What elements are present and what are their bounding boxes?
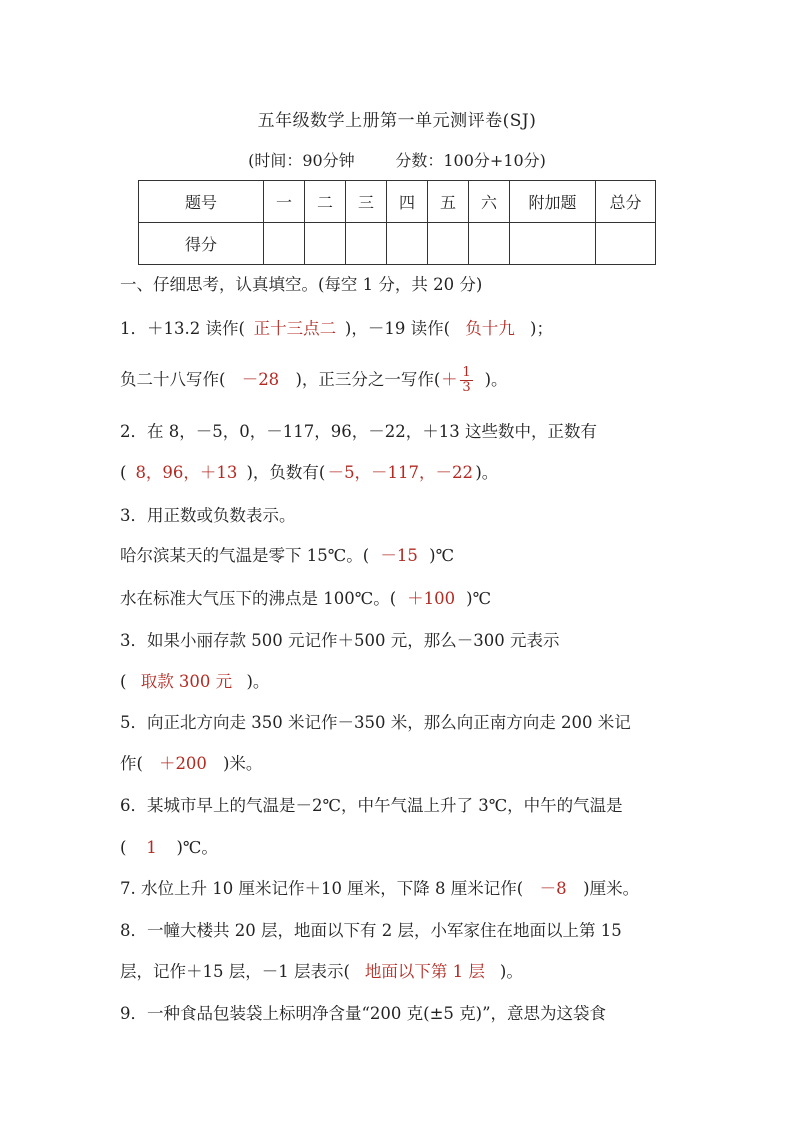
question-2-line-1: 2．在 8，－5，0，－117，96，－22，＋13 这些数中，正数有	[120, 422, 597, 441]
score-cell[interactable]	[469, 223, 510, 265]
answer-8: 地面以下第 1 层	[364, 962, 485, 981]
question-2-line-2: ( 8，96，＋13 )，负数有( －5，－117，－22 )。	[120, 463, 499, 482]
answer-2b: －5，－117，－22	[327, 463, 474, 482]
question-4-line-2: ( 取款 300 元 )。	[120, 672, 270, 691]
question-3-line-2: 水在标准大气压下的沸点是 100℃。( ＋100 )℃	[120, 589, 492, 608]
score-table-header: 二	[305, 181, 346, 223]
score-cell[interactable]	[428, 223, 469, 265]
score-table-header: 六	[469, 181, 510, 223]
answer-7: －8	[539, 879, 567, 898]
answer-1d-sign: ＋	[441, 370, 458, 389]
score-cell[interactable]	[305, 223, 346, 265]
answer-2a: 8，96，＋13	[135, 463, 238, 482]
score-table-header: 附加题	[510, 181, 596, 223]
question-8-line-2: 层，记作＋15 层，－1 层表示( 地面以下第 1 层 )。	[120, 962, 523, 981]
score-table-header: 总分	[596, 181, 656, 223]
question-5-line-2: 作( ＋200 )米。	[120, 754, 263, 773]
question-1-line-1: 1．＋13.2 读作( 正十三点二 )，－19 读作( 负十九 )；	[120, 319, 553, 338]
score-table-score-row	[139, 223, 656, 265]
section-heading: 一、仔细思考，认真填空。(每空 1 分，共 20 分)	[120, 275, 483, 294]
question-8-line-1: 8．一幢大楼共 20 层，地面以下有 2 层，小军家住在地面以上第 15	[120, 921, 622, 940]
score-cell[interactable]	[510, 223, 596, 265]
answer-5: ＋200	[158, 754, 207, 773]
score-table-header: 五	[428, 181, 469, 223]
question-3-line-1: 哈尔滨某天的气温是零下 15℃。( －15 )℃	[120, 546, 455, 565]
score-table-header: 三	[346, 181, 387, 223]
score-cell[interactable]	[346, 223, 387, 265]
answer-3b: ＋100	[407, 589, 456, 608]
score-table-header-row	[139, 181, 656, 223]
answer-1c: －28	[241, 370, 280, 389]
answer-3a: －15	[380, 546, 418, 565]
answer-6: 1	[146, 838, 157, 857]
question-4-line-1: 3．如果小丽存款 500 元记作＋500 元，那么－300 元表示	[120, 631, 560, 650]
answer-1b: 负十九	[465, 319, 515, 338]
answer-1d-fraction: $\frac{1}{3}$	[462, 365, 471, 395]
score-cell[interactable]	[596, 223, 656, 265]
question-5-line-1: 5．向正北方向走 350 米记作－350 米，那么向正南方向走 200 米记	[120, 713, 631, 732]
question-6-line-2: ( 1 )℃。	[120, 838, 218, 857]
score-cell[interactable]	[387, 223, 428, 265]
score-table-header: 一	[264, 181, 305, 223]
exam-subtitle: (时间：90分钟 分数：100分+10分)	[248, 151, 546, 170]
question-1-line-2: 负二十八写作( －28 )，正三分之一写作(＋ $\frac{1}{3}$ )。	[120, 365, 508, 395]
question-3-heading: 3．用正数或负数表示。	[120, 506, 296, 525]
answer-4: 取款 300 元	[140, 672, 233, 691]
score-row-label: 得分	[139, 223, 264, 265]
question-7-line: 7. 水位上升 10 厘米记作＋10 厘米，下降 8 厘米记作( －8 )厘米。	[120, 879, 640, 898]
exam-title: 五年级数学上册第一单元测评卷(SJ)	[257, 111, 537, 131]
score-table-header: 题号	[139, 181, 264, 223]
score-table-header: 四	[387, 181, 428, 223]
question-6-line-1: 6．某城市早上的气温是－2℃，中午气温上升了 3℃，中午的气温是	[120, 796, 623, 815]
score-cell[interactable]	[264, 223, 305, 265]
score-table	[138, 180, 656, 265]
answer-1a: 正十三点二	[253, 319, 337, 338]
question-9-line-1: 9．一种食品包装袋上标明净含量“200 克(±5 克)”，意思为这袋食	[120, 1004, 607, 1023]
